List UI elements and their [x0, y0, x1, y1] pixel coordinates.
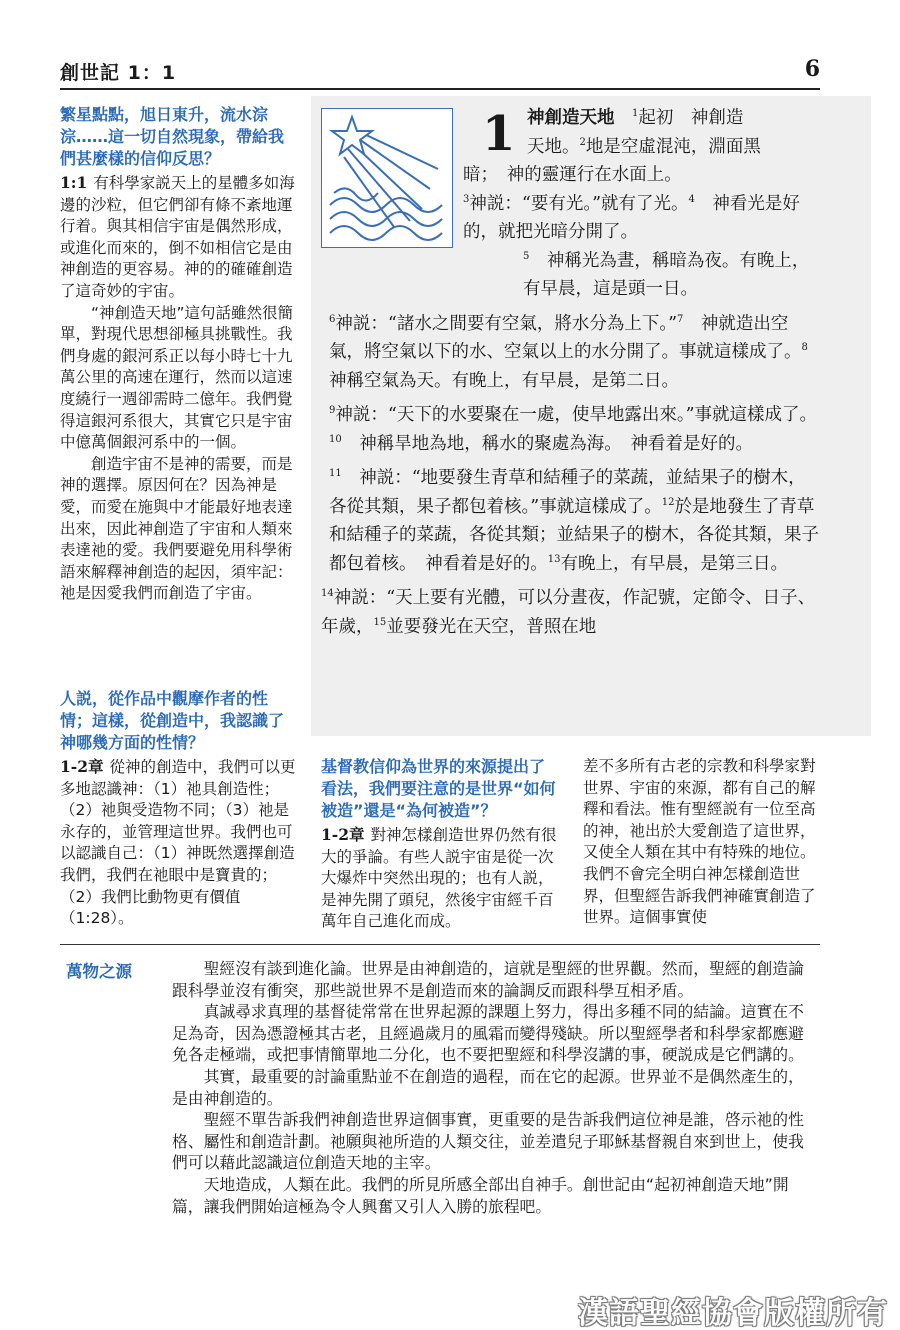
verse-number: 2 [579, 136, 586, 148]
scripture-line [321, 133, 821, 162]
left-study-notes-2 [60, 688, 296, 930]
verse-number: 1 [632, 108, 639, 120]
page-number: 6 [804, 56, 820, 82]
verse-text: 有晚上，有早晨，是第三日。 [560, 553, 788, 574]
note-question-3: 基督教信仰為世界的來源提出了看法，我們要注意的是世界“如何被造”還是“為何被造”？ [321, 757, 556, 820]
verse-number: 5 [523, 250, 530, 262]
verse-number: 13 [547, 553, 561, 565]
verse-number: 6 [329, 313, 336, 325]
essay-divider [60, 944, 820, 945]
verse-text: 於是地發生了青草和結種子的菜蔬，各從其類；並結果子的樹木，各從其類，果子都包着核。 神看着是好的。 [329, 496, 819, 574]
scripture-line [321, 104, 821, 133]
note-paragraph [321, 824, 557, 933]
verse-number: 4 [688, 193, 695, 205]
essay-paragraph: 天地造成，人類在此。我們的所見所感全部出自神手。創世記由“起初神創造天地”開篇，讓我們開始這極為令人興奮又引人入勝的旅程吧。 [172, 1174, 789, 1216]
right-study-notes [583, 756, 819, 929]
note-paragraph [60, 756, 296, 930]
scripture-line [321, 190, 821, 247]
header-divider [60, 88, 820, 90]
essay-title: 萬物之源 [66, 962, 132, 981]
verse-text: 神稱空氣為天。有晚上，有早晨，是第二日。 [329, 342, 826, 391]
scripture-line [321, 401, 821, 458]
verse-text: 神説：“諸水之間要有空氣，將水分為上下。” [335, 313, 678, 334]
essay-paragraph: 聖經不單告訴我們神創造世界這個事實，更重要的是告訴我們這位神是誰，啓示祂的性格、屬性和創造計劃。祂願與祂所造的人類交往，並差遣兒子耶穌基督親自來到世上，使我們可以藉此認識這位創造天地的主宰。 [172, 1110, 804, 1173]
essay-body [172, 958, 818, 1217]
verse-number: 9 [329, 405, 336, 417]
verse-number: 12 [661, 496, 675, 508]
copyright-watermark: 漢語聖經協會版權所有 [578, 1296, 888, 1330]
note-paragraph: 創造宇宙不是神的需要，而是神的選擇。原因何在？因為神是愛，而愛在施與中才能最好地表達出來，因此神創造了宇宙和人類來表達祂的愛。我們要避免用科學術語來解釋神創造的起因，須牢記：祂是因愛我們而創造了宇宙。 [60, 454, 293, 603]
note-text: 對神怎樣創造世界仍然有很大的爭論。有些人説宇宙是從一次大爆炸中突然出現的；也有人説，是神先開了頭兒，然後宇宙經千百萬年自己進化而成。 [321, 826, 557, 931]
verse-number: 3 [463, 193, 470, 205]
verse-number: 11 [329, 468, 342, 480]
verse-label: 1-2章 [60, 757, 104, 776]
verse-text: 神説：“天下的水要聚在一處，使旱地露出來。”事就這樣成了。 [335, 405, 818, 425]
note-question-1: 繁星點點，旭日東升，流水淙淙……這一切自然現象，帶給我們甚麼樣的信仰反思？ [60, 105, 285, 168]
note-question-2: 人説，從作品中觀摩作者的性情；這樣，從創造中，我認識了神哪幾方面的性情？ [60, 689, 285, 752]
note-text: 有科學家説天上的星體多如海邊的沙粒，但它們卻有條不紊地運行着。與其相信宇宙是偶然形成，或進化而來的，倒不如相信它是由神創造的更容易。神的的確確創造了這奇妙的宇宙。 [60, 174, 295, 300]
page-header [60, 58, 820, 88]
chapter-number: 1 [482, 106, 516, 162]
note-paragraph [60, 172, 296, 303]
verse-text: 神稱光為晝，稱暗為夜。有晚上，有早晨，這是頭一日。 [523, 250, 810, 299]
verse-text: 並要發光在天空，普照在地 [386, 616, 597, 637]
verse-text: 天地。 [527, 136, 580, 157]
note-text: 從神的創造中，我們可以更多地認識神：（1）祂具創造性；（2）祂與受造物不同；（3）祂是永存的，並管理這世界。我們也可以認識自己：（1）神既然選擇創造我們，我們在祂眼中是寶貴的；（2）我們比動物更有價值（1:28）。 [60, 758, 296, 928]
essay-paragraph: 其實，最重要的討論重點並不在創造的過程，而在它的起源。世界並不是偶然產生的，是由神創造的。 [172, 1066, 804, 1108]
verse-text: 地是空虛混沌，淵面黑 [585, 136, 761, 157]
verse-text: 神就造出空氣，將空氣以下的水、空氣以上的水分開了。事就這樣成了。 [329, 313, 802, 362]
scripture-line [321, 584, 821, 641]
verse-number: 8 [801, 342, 808, 354]
scripture-line [321, 310, 826, 396]
essay-paragraph: 聖經沒有談到進化論。世界是由神創造的，這就是聖經的世界觀。然而，聖經的創造論跟科學並沒有衝突，那些説世界不是創造而來的論調反而跟科學互相矛盾。 [172, 959, 804, 1000]
verse-text: 神説：“要有光。”就有了光。 [469, 193, 689, 214]
verse-text: 神看光是好的，就把光暗分開了。 [463, 193, 800, 242]
scripture-text [321, 104, 826, 641]
verse-number: 15 [373, 616, 387, 628]
verse-number: 7 [677, 313, 684, 325]
essay-paragraph: 真誠尋求真理的基督徒常常在世界起源的課題上努力，得出多種不同的結論。這實在不足為奇，因為憑證極其古老，且經過歲月的風霜而變得殘缺。所以聖經學者和科學家都應避免各走極端，或把事情簡單地二分化，也不要把聖經和科學沒講的事，硬説成是它們講的。 [172, 1002, 804, 1065]
note-paragraph: 差不多所有古老的宗教和科學家對世界、宇宙的來源，都有自己的解釋和看法。惟有聖經説有一位至高的神，祂出於大愛創造了這世界，又使全人類在其中有特殊的地位。我們不會完全明白神怎樣創造世界，但聖經告訴我們神確實創造了世界。這個事實使 [583, 757, 816, 927]
verse-text: 起初 神創造 [638, 108, 744, 128]
verse-number: 14 [321, 588, 334, 600]
verse-label: 1-2章 [321, 825, 365, 844]
note-paragraph: “神創造天地”這句話雖然很簡單，對現代思想卻極具挑戰性。我們身處的銀河系正以每小時七十九萬公里的高速在運行，然而以這速度繞行一週卻需時二億年。我們覺得這銀河系很大，其實它只是宇宙中億萬個銀河系中的一個。 [60, 303, 294, 452]
verse-number: 10 [329, 433, 342, 445]
verse-label: 1:1 [60, 173, 88, 192]
chapter-reference: 創世記 1：1 [60, 62, 177, 84]
verse-text: 神説：“地要發生青草和結種子的菜蔬，並結果子的樹木，各從其類，果子都包着核。”事就這樣成了。 [329, 468, 806, 517]
verse-text: 神説：“天上要有光體，可以分晝夜，作記號，定節令、日子、年歲， [321, 588, 816, 637]
verse-text: 神稱旱地為地，稱水的聚處為海。 神看着是好的。 [341, 433, 753, 454]
middle-study-notes [321, 756, 557, 933]
scripture-line [321, 247, 821, 304]
section-heading: 神創造天地 [527, 108, 615, 128]
left-study-notes [60, 104, 296, 605]
scripture-line [321, 464, 821, 578]
scripture-line [321, 161, 821, 190]
verse-text: 暗； 神的靈運行在水面上。 [463, 165, 682, 185]
